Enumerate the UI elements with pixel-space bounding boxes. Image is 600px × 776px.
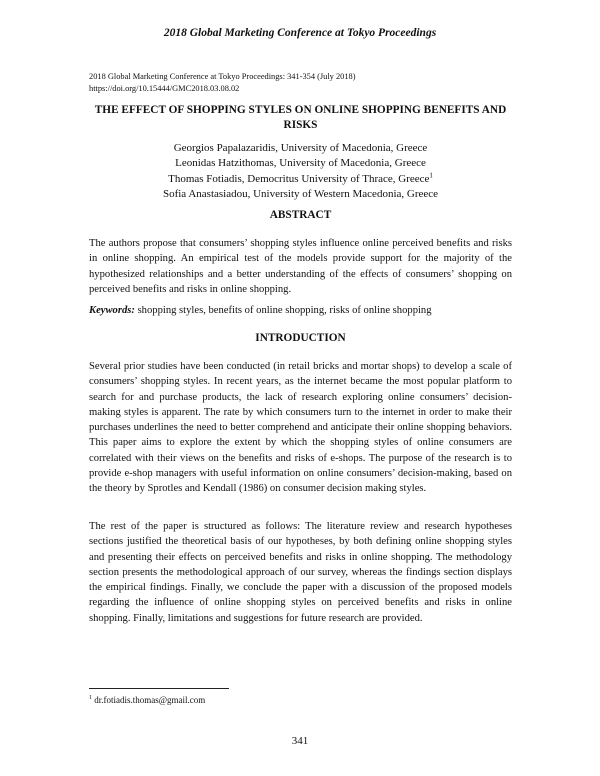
citation-block — [89, 71, 519, 95]
doi-link[interactable]: https://doi.org/10.15444/GMC2018.03.08.02 — [89, 84, 240, 93]
running-head: 2018 Global Marketing Conference at Tokyo Proceedings — [163, 27, 437, 39]
keywords-text: shopping styles, benefits of online shopping, risks of online shopping — [137, 305, 432, 316]
footnote-divider — [89, 688, 229, 689]
page-number: 341 — [291, 735, 309, 747]
author-line: Georgios Papalazaridis, University of Macedonia, Greece — [173, 142, 428, 154]
keywords-line — [89, 305, 519, 316]
abstract-text: The authors propose that consumers’ shopping styles influence online perceived benefits and risks in online shopping. An empirical test of the models provide support for the majority of the hypothesized relationships and a better understanding of the effects of consumers’ shopping on perceived benefits and risks in online shopping. — [89, 238, 512, 295]
footnote — [89, 695, 205, 705]
author-line: Leonidas Hatzithomas, University of Macedonia, Greece — [175, 157, 426, 170]
footnote-mark: 1 — [89, 695, 92, 701]
introduction-heading: INTRODUCTION — [255, 332, 346, 344]
keywords-label: Keywords: — [89, 305, 135, 316]
footnote-email[interactable]: dr.fotiadis.thomas@gmail.com — [94, 695, 206, 705]
author-list — [89, 141, 512, 202]
author-name: Thomas Fotiadis, Democritus University of Thrace, Greece — [168, 172, 430, 185]
footnote-marker: 1 — [429, 170, 433, 179]
introduction-paragraph: The rest of the paper is structured as follows: The literature review and research hypotheses sections justified the theoretical basis of our hypotheses, by both defining online shopping styles and presenting their effects on perceived benefits and risks in online shopping. The methodology section presents the methodological approach of our survey, whereas the findings section displays the empirical findings. Finally, we conclude the paper with a discussion of the proposed models regarding the influence of online shopping styles on perceived benefits and risks in online shopping. Finally, limitations and suggestions for future research are provided. — [89, 521, 512, 624]
abstract-heading: ABSTRACT — [269, 209, 332, 221]
citation-line: 2018 Global Marketing Conference at Tokyo Proceedings: 341-354 (July 2018) — [89, 72, 356, 81]
paper-title: THE EFFECT OF SHOPPING STYLES ON ONLINE SHOPPING BENEFITS AND RISKS — [94, 104, 507, 131]
author-line — [89, 172, 512, 187]
author-line: Sofia Anastasiadou, University of Western Macedonia, Greece — [162, 187, 439, 200]
introduction-paragraph: Several prior studies have been conducted (in retail bricks and mortar shops) to develop a scale of consumers’ shopping styles. In recent years, as the internet became the most popular platform to search for and purchase products, the lack of research exploring online consumers’ decision-making styles is apparent. The rate by which consumers turn to the internet in order to make their purchases underlines the need to better comprehend and anticipate their online shopping behaviors. This paper aims to explore the extent by which the shopping styles of online consumers are correlated with their views on the benefits and risks of e-shops. The purpose of the research is to provide e-shop managers with useful information on online consumers’ decision-making, based on the theory by Sprotles and Kendall (1986) on consumer decision making styles. — [89, 361, 512, 495]
